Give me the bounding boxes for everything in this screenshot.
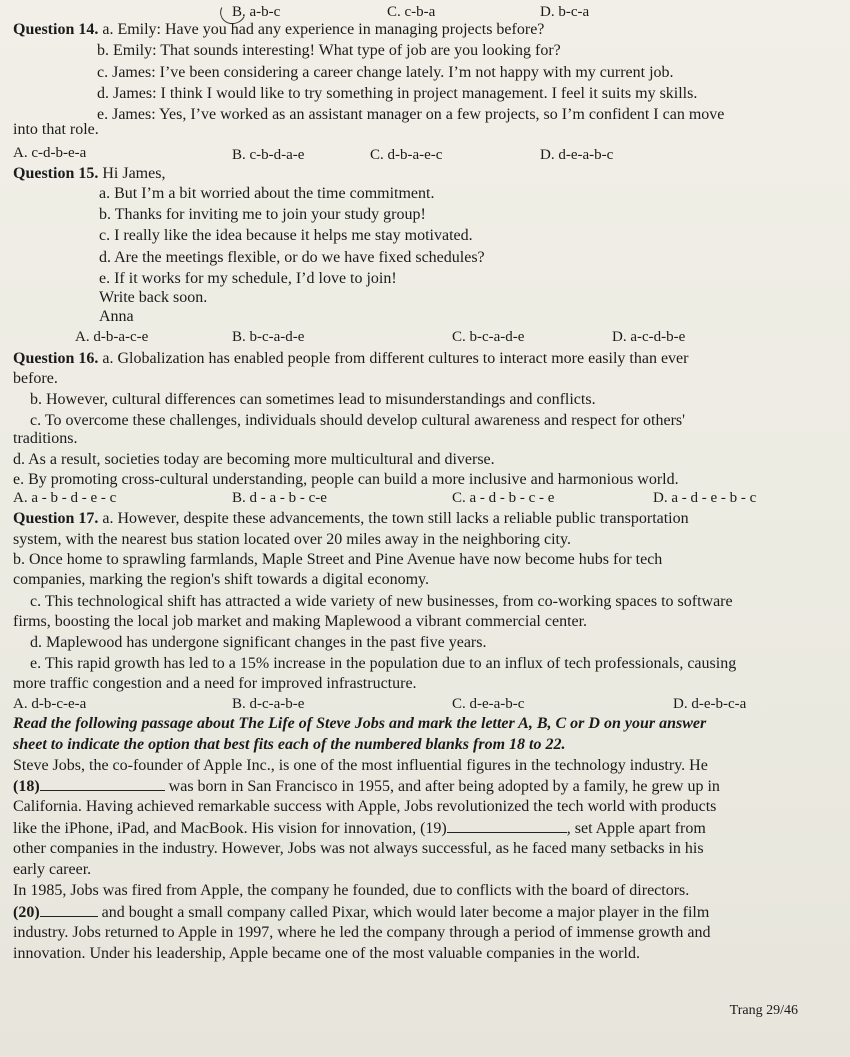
passage-line-4-text-end: , set Apple apart from xyxy=(566,820,706,837)
q16-item-b: b. However, cultural differences can sometimes lead to misunderstandings and conflicts. xyxy=(30,391,596,408)
q17-line-a xyxy=(13,509,689,529)
blank-19[interactable] xyxy=(447,818,567,833)
q14-option-a: A. c-d-b-e-a xyxy=(13,145,87,161)
q15-item-c: c. I really like the idea because it helps me stay motivated. xyxy=(99,227,473,244)
q14-item-b: b. Emily: That sounds interesting! What type of job are you looking for? xyxy=(97,42,561,59)
q15-greeting: Hi James, xyxy=(102,165,166,182)
passage-line-8-text: and bought a small company called Pixar, which would later become a major player in the film xyxy=(97,904,710,921)
q16-line-a xyxy=(13,349,688,369)
top-option-c: C. c-b-a xyxy=(387,4,436,20)
q14-item-a: a. Emily: Have you had any experience in managing projects before? xyxy=(102,21,545,38)
q15-option-c: C. b-c-a-d-e xyxy=(452,329,525,345)
q17-item-b-cont: companies, marking the region's shift towards a digital economy. xyxy=(13,571,429,588)
q14-line-a xyxy=(13,20,544,40)
q14-label: Question 14. xyxy=(13,21,99,38)
q16-option-a: A. a - b - d - e - c xyxy=(13,490,117,506)
blank-20-number: (20) xyxy=(13,904,40,921)
q14-item-d: d. James: I think I would like to try something in project management. I feel it suits my skills. xyxy=(97,85,698,102)
q16-item-a-cont: before. xyxy=(13,370,58,387)
passage-line-2 xyxy=(13,776,720,797)
q16-item-e: e. By promoting cross-cultural understanding, people can build a more inclusive and harmonious world. xyxy=(13,471,679,488)
reading-instruction-cont: sheet to indicate the option that best fits each of the numbered blanks from 18 to 22. xyxy=(13,736,566,753)
passage-line-4 xyxy=(13,818,706,839)
passage-line-4-text: like the iPhone, iPad, and MacBook. His vision for innovation, (19) xyxy=(13,820,447,837)
q15-line-head xyxy=(13,164,165,184)
passage-line-7: In 1985, Jobs was fired from Apple, the company he founded, due to conflicts with the board of directors. xyxy=(13,882,690,899)
q14-option-c: C. d-b-a-e-c xyxy=(370,147,443,163)
passage-line-2-text: was born in San Francisco in 1955, and after being adopted by a family, he grew up in xyxy=(164,778,720,795)
q15-option-d: D. a-c-d-b-e xyxy=(612,329,686,345)
q16-item-a: a. Globalization has enabled people from different cultures to interact more easily than ever xyxy=(102,350,689,367)
q16-item-d: d. As a result, societies today are becoming more multicultural and diverse. xyxy=(13,451,495,468)
q17-option-c: C. d-e-a-b-c xyxy=(452,696,525,712)
q15-item-e: e. If it works for my schedule, I’d love to join! xyxy=(99,270,397,287)
q15-option-b: B. b-c-a-d-e xyxy=(232,329,305,345)
q15-option-a: A. d-b-a-c-e xyxy=(75,329,149,345)
q14-option-b: B. c-b-d-a-e xyxy=(232,147,305,163)
q15-item-d: d. Are the meetings flexible, or do we have fixed schedules? xyxy=(99,249,485,266)
blank-18-number: (18) xyxy=(13,778,40,795)
passage-line-1: Steve Jobs, the co-founder of Apple Inc., is one of the most influential figures in the technology industry. He xyxy=(13,757,708,774)
blank-20[interactable] xyxy=(40,902,98,917)
top-option-b: B. a-b-c xyxy=(232,4,281,20)
q14-item-e-cont: into that role. xyxy=(13,121,99,138)
q17-option-b: B. d-c-a-b-e xyxy=(232,696,305,712)
q17-item-c-cont: firms, boosting the local job market and making Maplewood a vibrant commercial center. xyxy=(13,613,588,630)
passage-line-9: industry. Jobs returned to Apple in 1997, where he led the company through a period of immense growth and xyxy=(13,924,711,941)
q15-signature: Anna xyxy=(99,308,134,325)
blank-18[interactable] xyxy=(40,776,165,791)
q17-item-c: c. This technological shift has attracted a wide variety of new businesses, from co-working spaces to software xyxy=(30,593,733,610)
q17-item-e: e. This rapid growth has led to a 15% increase in the population due to an influx of tech professionals, causing xyxy=(30,655,737,672)
q15-closing: Write back soon. xyxy=(99,289,208,306)
passage-line-5: other companies in the industry. However, Jobs was not always successful, as he faced many setbacks in his xyxy=(13,840,704,857)
q14-item-e: e. James: Yes, I’ve worked as an assistant manager on a few projects, so I’m confident I can move xyxy=(97,106,725,123)
q14-option-d: D. d-e-a-b-c xyxy=(540,147,614,163)
q15-label: Question 15. xyxy=(13,165,99,182)
q17-option-a: A. d-b-c-e-a xyxy=(13,696,87,712)
q14-item-c: c. James: I’ve been considering a career change lately. I’m not happy with my current job. xyxy=(97,64,674,81)
passage-line-10: innovation. Under his leadership, Apple became one of the most valuable companies in the world. xyxy=(13,945,640,962)
q17-item-a: a. However, despite these advancements, the town still lacks a reliable public transportation xyxy=(102,510,689,527)
q15-item-a: a. But I’m a bit worried about the time commitment. xyxy=(99,185,435,202)
q16-item-c: c. To overcome these challenges, individuals should develop cultural awareness and respect for others' xyxy=(30,412,686,429)
q15-item-b: b. Thanks for inviting me to join your study group! xyxy=(99,206,426,223)
passage-line-8 xyxy=(13,902,709,923)
q17-item-a-cont: system, with the nearest bus station located over 20 miles away in the neighboring city. xyxy=(13,531,571,548)
q17-item-e-cont: more traffic congestion and a need for improved infrastructure. xyxy=(13,675,417,692)
reading-instruction: Read the following passage about The Life of Steve Jobs and mark the letter A, B, C or D on your answer xyxy=(13,715,707,732)
q16-option-b: B. d - a - b - c-e xyxy=(232,490,327,506)
q17-item-b: b. Once home to sprawling farmlands, Maple Street and Pine Avenue have now become hubs for tech xyxy=(13,551,663,568)
q17-item-d: d. Maplewood has undergone significant changes in the past five years. xyxy=(30,634,487,651)
q17-option-d: D. d-e-b-c-a xyxy=(673,696,747,712)
passage-line-3: California. Having achieved remarkable success with Apple, Jobs revolutionized the tech world with products xyxy=(13,798,717,815)
passage-line-6: early career. xyxy=(13,861,92,878)
q16-label: Question 16. xyxy=(13,350,99,367)
q17-label: Question 17. xyxy=(13,510,99,527)
page-number: Trang 29/46 xyxy=(729,1003,798,1018)
q16-option-c: C. a - d - b - c - e xyxy=(452,490,555,506)
q16-option-d: D. a - d - e - b - c xyxy=(653,490,757,506)
top-option-d: D. b-c-a xyxy=(540,4,590,20)
q16-item-c-cont: traditions. xyxy=(13,430,78,447)
